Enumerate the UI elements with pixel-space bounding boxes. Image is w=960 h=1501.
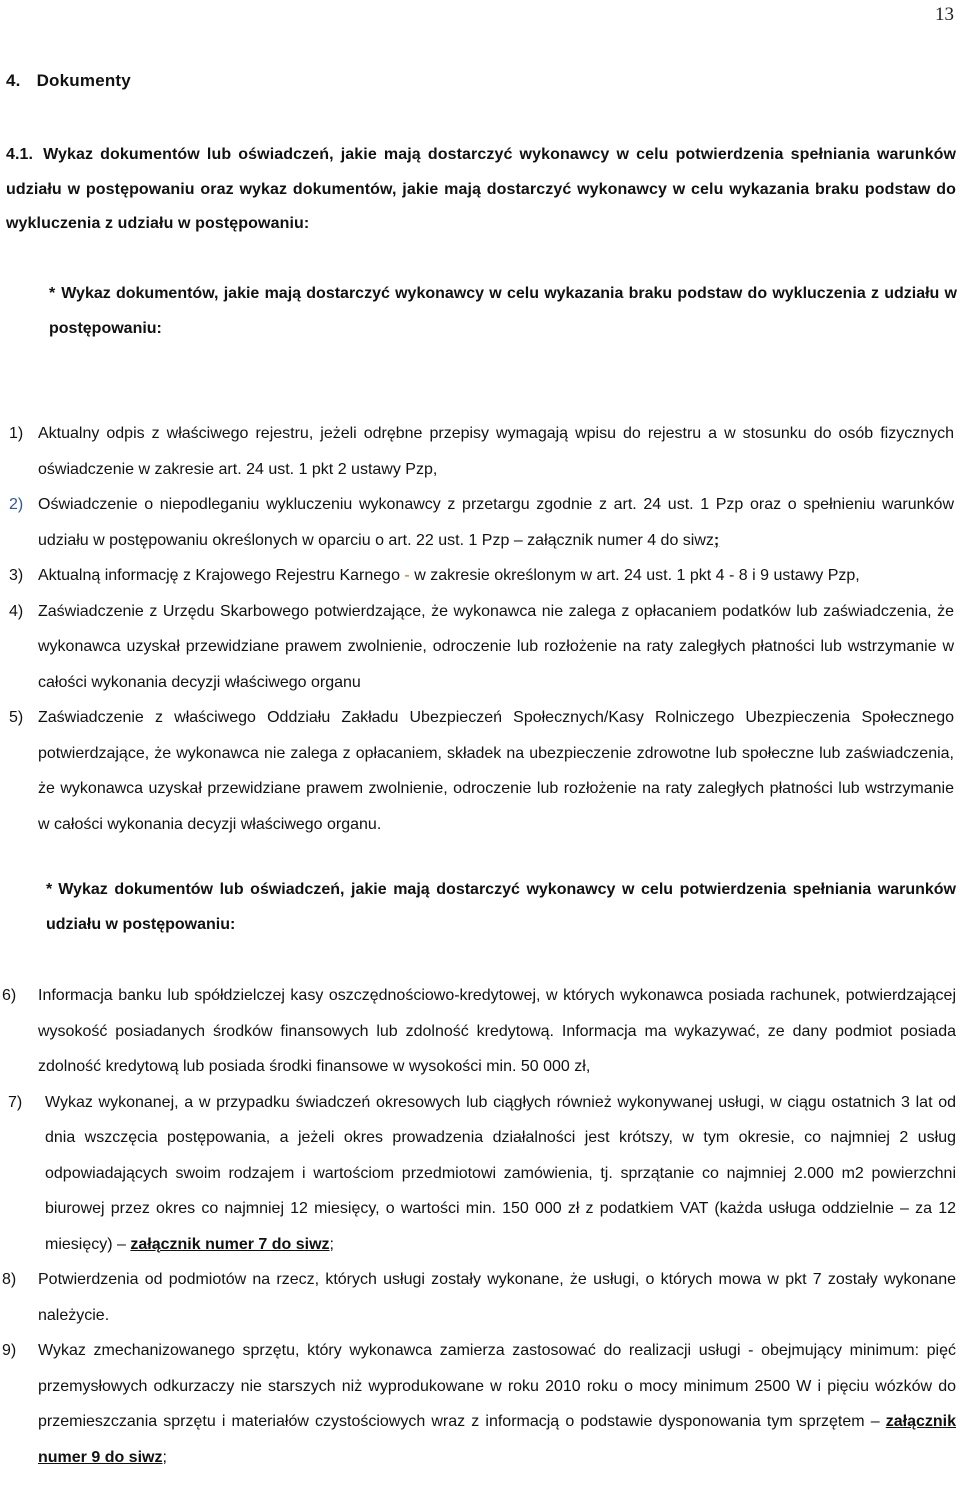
item-text-part-a: Aktualną informację z Krajowego Rejestru Karnego (38, 567, 405, 584)
list-item (0, 558, 960, 594)
item-text: Zaświadczenie z właściwego Oddziału Zakładu Ubezpieczeń Społecznych/Kasy Rolniczego Ubezpieczenia Społecznego potwierdzające, że wykonawca nie zalega z opłacaniem, składek na ubezpieczenie zdrowotne lub społeczne lub zaświadczenia, że wykonawca uzyskał przewidziane prawem zwolnienie, odroczenie lub rozłożenie na raty zaległych płatności lub wstrzymanie w całości wykonania decyzji właściwego organu. (38, 709, 954, 833)
item-text: Potwierdzenia od podmiotów na rzecz, których usługi zostały wykonane, że usługi, o których mowa w pkt 7 zostały wykonane należycie. (38, 1271, 956, 1324)
item-text (38, 1333, 960, 1475)
subsection-number: 4.1. (6, 146, 34, 163)
item-text-part-b: w zakresie określonym w art. 24 ust. 1 pkt 4 - 8 i 9 ustawy Pzp, (409, 567, 860, 584)
list-item (0, 416, 960, 487)
attachment-reference: załącznik numer 7 do siwz (130, 1235, 330, 1253)
item-number: 4) (9, 602, 24, 620)
item-text (38, 558, 960, 594)
item-text: Aktualny odpis z właściwego rejestru, jeżeli odrębne przepisy wymagają wpisu do rejestru a w stosunku do osób fizycznych oświadczenie w zakresie art. 24 ust. 1 pkt 2 ustawy Pzp, (38, 425, 954, 478)
item-text-body: Oświadczenie o niepodleganiu wykluczeniu wykonawcy z przetargu zgodnie z art. 24 ust. 1 Pzp oraz o spełnieniu warunków udziału w postępowaniu określonych w oparciu o art. 22 ust. 1 Pzp – załącznik numer 4 do siwz (38, 496, 954, 549)
bullet-star: * (49, 285, 56, 302)
attachment-reference: załącznik numer 9 do siwz (38, 1413, 956, 1466)
list-item (0, 487, 960, 558)
item-number: 9) (2, 1342, 17, 1359)
list-item (0, 594, 960, 701)
item-number: 2) (9, 496, 24, 513)
section-title: Dokumenty (36, 71, 131, 90)
item-suffix: ; (162, 1448, 167, 1466)
list-item (0, 978, 960, 1085)
section-number: 4. (6, 71, 21, 90)
item-text-body: Wykaz wykonanej, a w przypadku świadczeń okresowych lub ciągłych również wykonywanej usługi, w ciągu ostatnich 3 lat od dnia wszczęcia postępowania, a jeżeli okres prowadzenia działalności jest krótszy, w tym okresie, co najmniej 2 usług odpowiadających swoim rodzajem i wartościom przedmiotowi zamówienia, tj. sprzątanie co najmniej 2.000 m2 powierzchni biurowej przez okres co najmniej 12 miesięcy, o wartości min. 150 000 zł z podatkiem VAT (każda usługa oddzielnie – za 12 miesięcy) – (45, 1093, 956, 1253)
item-text: Zaświadczenie z Urzędu Skarbowego potwierdzające, że wykonawca nie zalega z opłacaniem podatków lub zaświadczenia, że wykonawca uzyskał przewidziane prawem zwolnienie, odroczenie lub rozłożenie na raty zaległych płatności lub wstrzymanie w całości wykonania decyzji właściwego organu (38, 602, 954, 691)
exclusion-heading (49, 276, 957, 346)
item-number: 7) (8, 1093, 23, 1111)
item-number: 3) (9, 567, 24, 584)
exclusion-documents-list (0, 416, 960, 842)
bullet-star: * (46, 881, 53, 898)
subsection-heading (6, 138, 956, 242)
list-item (0, 1333, 960, 1475)
item-number: 6) (2, 987, 17, 1004)
item-suffix: ; (329, 1235, 334, 1253)
item-dash: - (404, 567, 410, 584)
conditions-documents-list (0, 978, 960, 1475)
page-number: 13 (935, 4, 954, 25)
item-number: 1) (9, 425, 24, 442)
item-text: Informacja banku lub spółdzielczej kasy oszczędnościowo-kredytowej, w których wykonawca posiada rachunek, potwierdzającej wysokość posiadanych środków finansowych lub zdolność kredytową. Informacja ma wykazywać, ze dany podmiot posiada zdolność kredytową lub posiada środki finansowe w wysokości min. 50 000 zł, (38, 987, 956, 1075)
list-item (0, 700, 960, 842)
conditions-heading-text: Wykaz dokumentów lub oświadczeń, jakie mają dostarczyć wykonawcy w celu potwierdzenia spełniania warunków udziału w postępowaniu: (46, 881, 956, 933)
item-text-body: Wykaz zmechanizowanego sprzętu, który wykonawca zamierza zastosować do realizacji usługi - obejmujący minimum: pięć przemysłowych odkurzaczy nie starszych niż wyprodukowane w roku 2010 roku o mocy minimum 2500 W i pięciu wózków do przemieszczania sprzętu i materiałów czystościowych wraz z informacją o podstawie dysponowania tym sprzętem – (38, 1342, 956, 1430)
section-heading (6, 71, 131, 91)
item-number: 5) (9, 709, 24, 726)
list-item (0, 1085, 960, 1263)
item-text (38, 487, 960, 558)
item-text (45, 1085, 960, 1263)
exclusion-heading-text: Wykaz dokumentów, jakie mają dostarczyć wykonawcy w celu wykazania braku podstaw do wykluczenia z udziału w postępowaniu: (49, 285, 957, 337)
item-suffix: ; (713, 531, 720, 549)
subsection-text: Wykaz dokumentów lub oświadczeń, jakie mają dostarczyć wykonawcy w celu potwierdzenia spełniania warunków udziału w postępowaniu oraz wykaz dokumentów, jakie mają dostarczyć wykonawcy w celu wykazania braku podstaw do wykluczenia z udziału w postępowaniu: (6, 146, 956, 232)
conditions-heading (46, 872, 956, 942)
list-item (0, 1262, 960, 1333)
item-number: 8) (2, 1271, 17, 1288)
